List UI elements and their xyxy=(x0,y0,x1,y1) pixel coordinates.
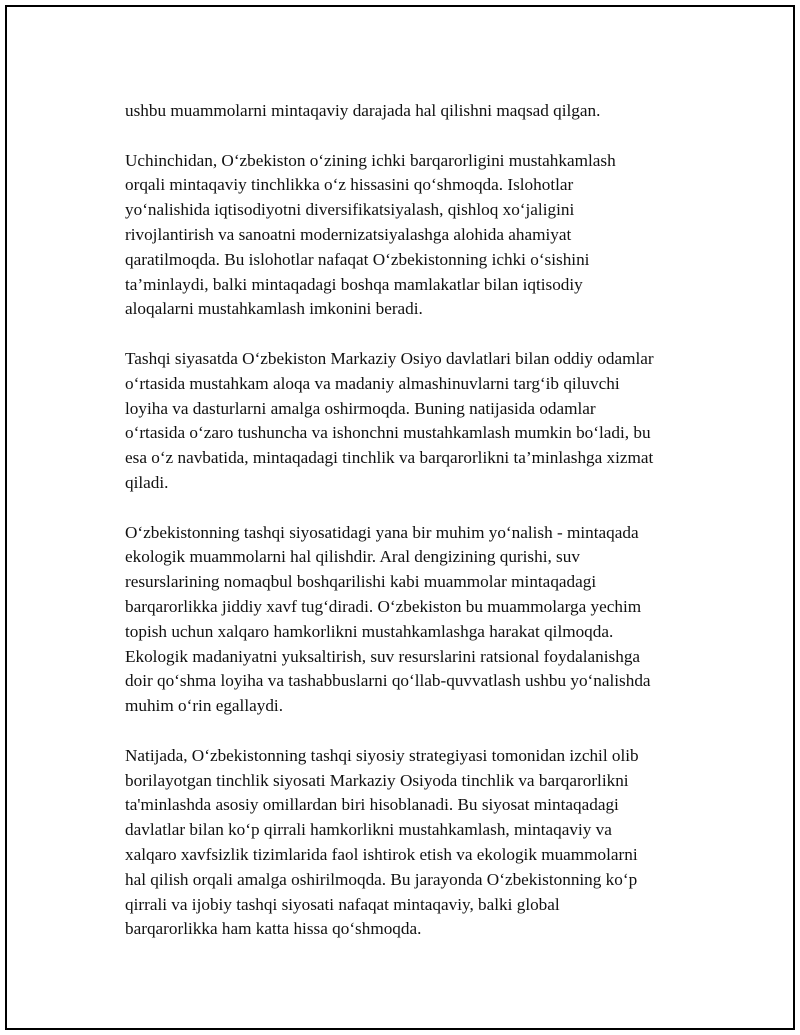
text-line: doir qo‘shma loyiha va tashabbuslarni qo‘llab-quvvatlash ushbu yo‘nalishda xyxy=(125,671,651,691)
text-line: qaratilmoqda. Bu islohotlar nafaqat O‘zbekistonning ichki o‘sishini xyxy=(125,249,590,269)
paragraph-1 xyxy=(125,99,705,124)
text-line: barqarorlikka jiddiy xavf tug‘diradi. O‘zbekiston bu muammolarga yechim xyxy=(125,596,642,616)
paragraph-4 xyxy=(125,521,705,719)
paragraph-3 xyxy=(125,347,705,496)
text-line: borilayotgan tinchlik siyosati Markaziy Osiyoda tinchlik va barqarorlikni xyxy=(125,770,629,790)
text-line: qirrali va ijobiy tashqi siyosati nafaqat mintaqaviy, balki global xyxy=(125,894,560,914)
text-line: ta’minlaydi, balki mintaqadagi boshqa mamlakatlar bilan iqtisodiy xyxy=(125,274,583,294)
text-line: Ekologik madaniyatni yuksaltirish, suv resurslarini ratsional foydalanishga xyxy=(125,646,641,666)
text-line: muhim o‘rin egallaydi. xyxy=(125,696,283,716)
document-body xyxy=(125,99,705,967)
text-line: xalqaro xavfsizlik tizimlarida faol ishtirok etish va ekologik muammolarni xyxy=(125,844,638,864)
text-line: Natijada, O‘zbekistonning tashqi siyosiy strategiyasi tomonidan izchil olib xyxy=(125,745,639,765)
text-line: Tashqi siyasatda O‘zbekiston Markaziy Osiyo davlatlari bilan oddiy odamlar xyxy=(125,348,654,368)
text-line: ushbu muammolarni mintaqaviy darajada hal qilishni maqsad qilgan. xyxy=(125,101,601,120)
text-line: Uchinchidan, O‘zbekiston o‘zining ichki barqarorligini mustahkamlash xyxy=(125,150,616,170)
text-line: O‘zbekistonning tashqi siyosatidagi yana bir muhim yo‘nalish - mintaqada xyxy=(125,522,639,542)
text-line: ekologik muammolarni hal qilishdir. Aral dengizining qurishi, suv xyxy=(125,547,580,567)
page-frame xyxy=(5,5,795,1030)
text-line: topish uchun xalqaro hamkorlikni mustahkamlashga harakat qilmoqda. xyxy=(125,621,614,641)
text-line: esa o‘z navbatida, mintaqadagi tinchlik va barqarorlikni ta’minlashga xizmat xyxy=(125,448,654,468)
text-line: rivojlantirish va sanoatni modernizatsiyalashga alohida ahamiyat xyxy=(125,224,572,244)
text-line: o‘rtasida o‘zaro tushuncha va ishonchni mustahkamlash mumkin bo‘ladi, bu xyxy=(125,423,651,443)
text-line: o‘rtasida mustahkam aloqa va madaniy almashinuvlarni targ‘ib qiluvchi xyxy=(125,373,620,393)
paragraph-2 xyxy=(125,149,705,323)
text-line: aloqalarni mustahkamlash imkonini beradi. xyxy=(125,299,423,319)
text-line: qiladi. xyxy=(125,472,169,492)
paragraph-5 xyxy=(125,744,705,942)
text-line: davlatlar bilan ko‘p qirrali hamkorlikni mustahkamlash, mintaqaviy va xyxy=(125,820,612,840)
text-line: hal qilish orqali amalga oshirilmoqda. Bu jarayonda O‘zbekistonning ko‘p xyxy=(125,869,638,889)
text-line: loyiha va dasturlarni amalga oshirmoqda. Buning natijasida odamlar xyxy=(125,398,596,418)
text-line: resurslarining nomaqbul boshqarilishi kabi muammolar mintaqadagi xyxy=(125,572,597,592)
text-line: yo‘nalishida iqtisodiyotni diversifikatsiyalash, qishloq xo‘jaligini xyxy=(125,200,575,220)
text-line: ta'minlashda asosiy omillardan biri hisoblanadi. Bu siyosat mintaqadagi xyxy=(125,795,619,815)
text-line: orqali mintaqaviy tinchlikka o‘z hissasini qo‘shmoqda. Islohotlar xyxy=(125,175,574,195)
text-line: barqarorlikka ham katta hissa qo‘shmoqda. xyxy=(125,919,422,939)
